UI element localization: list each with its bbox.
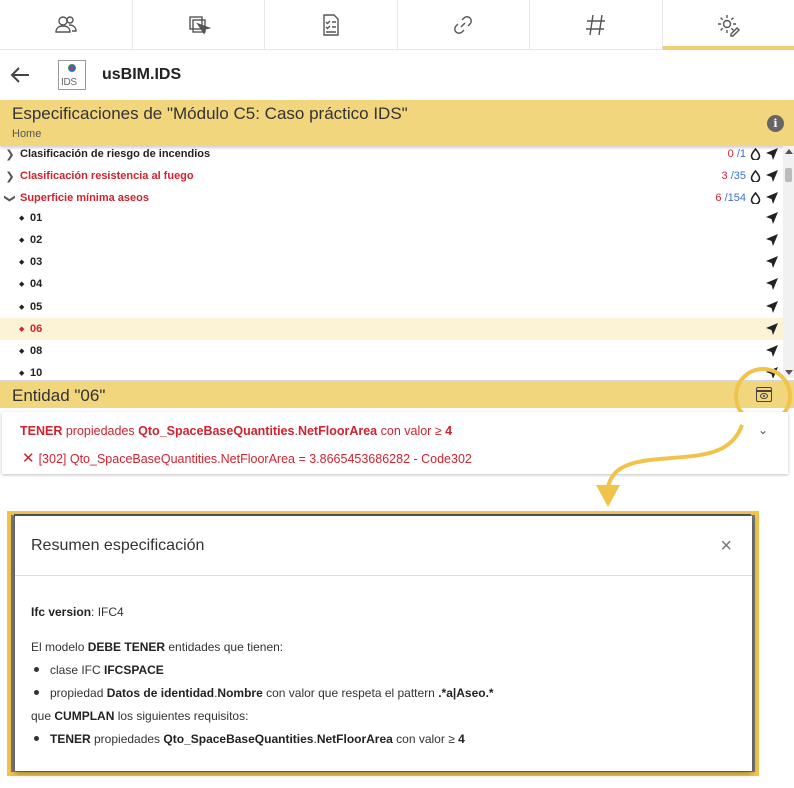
entity-label: 08 [30,345,43,357]
spec-header [0,100,794,146]
diamond-icon: ◆ [19,304,25,311]
send-icon[interactable] [765,322,779,336]
tree-entity[interactable] [0,362,783,378]
tree-entity[interactable] [0,229,783,251]
tree-category[interactable] [0,165,783,187]
diamond-icon: ◆ [19,281,25,288]
entity-label: 02 [30,234,43,246]
tree-entity[interactable] [0,340,783,362]
tree-category[interactable] [0,187,783,209]
intro-text: El modelo DEBE TENER entidades que tienen: [31,640,284,654]
tab-checklist[interactable] [265,0,398,49]
chevron-right-icon[interactable]: ❯ [5,170,15,183]
arrow-left-icon [9,64,31,86]
category-label: Clasificación resistencia al fuego [20,170,194,182]
category-label: Superficie mínima aseos [20,192,149,204]
callout-arrow [590,415,760,515]
category-counts: 0 /1 [727,148,746,160]
bullet-icon [34,736,39,741]
checklist-icon [318,12,344,38]
entity-title: Entidad "06" [12,386,106,405]
bullet-icon [34,667,39,672]
tab-model[interactable] [133,0,266,49]
app-logo [58,60,86,90]
entity-label: 10 [30,367,43,378]
diamond-icon: ◆ [19,326,25,333]
list-item: TENER propiedades Qto_SpaceBaseQuantities.NetFloorArea con valor ≥ 4 [31,732,465,746]
send-icon[interactable] [765,255,779,269]
category-counts: 6 /154 [715,192,746,204]
hash-icon [583,12,609,38]
list-item: clase IFC IFCSPACE [31,663,164,677]
scroll-thumb[interactable] [785,168,792,182]
users-icon [53,12,79,38]
tree-scrollbar[interactable] [783,146,794,378]
entity-label: 05 [30,301,43,313]
app-title: usBIM.IDS [102,66,182,83]
diamond-icon: ◆ [19,259,25,266]
tab-users[interactable] [0,0,133,49]
send-icon[interactable] [765,147,779,161]
tree-entity[interactable] [0,251,783,273]
scroll-up-icon[interactable] [785,149,793,154]
diamond-icon: ◆ [19,237,25,244]
back-button[interactable] [0,55,40,95]
send-icon[interactable] [765,344,779,358]
scroll-down-icon[interactable] [785,370,793,375]
settings-edit-icon [715,12,741,38]
close-icon[interactable]: × [720,535,732,557]
breadcrumb[interactable]: Home [12,128,42,140]
entity-header [0,380,794,408]
then-text: que CUMPLAN los siguientes requisitos: [31,709,249,723]
logo-mark-icon [68,64,76,72]
send-icon[interactable] [765,191,779,205]
water-drop-icon[interactable] [750,148,761,160]
diamond-icon: ◆ [19,348,25,355]
send-icon[interactable] [765,300,779,314]
tree-entity[interactable] [0,273,783,295]
tree-category[interactable] [0,146,783,165]
chevron-down-icon[interactable]: ⌄ [757,423,768,437]
info-icon[interactable]: i [767,115,784,132]
bullet-icon [34,690,39,695]
modal-title: Resumen especificación [31,537,205,554]
logo-text: IDS [61,77,77,88]
diamond-icon: ◆ [19,370,25,377]
modal-header [15,516,752,576]
send-icon[interactable] [765,277,779,291]
send-icon[interactable] [765,233,779,247]
spec-tree [0,146,794,378]
tree-entity[interactable] [0,207,783,229]
entity-label: 01 [30,212,43,224]
error-text: [302] Qto_SpaceBaseQuantities.NetFloorArea = 3.8665453686282 - Code302 [38,452,472,466]
send-icon[interactable] [765,169,779,183]
entity-label: 04 [30,278,43,290]
entity-label: 03 [30,256,43,268]
model-pointer-icon [185,12,211,38]
list-item: propiedad Datos de identidad.Nombre con valor que respeta el pattern .*a|Aseo.* [31,686,494,700]
tree-entity[interactable] [0,296,783,318]
chevron-right-icon[interactable]: ❯ [5,148,15,161]
tab-links[interactable] [398,0,531,49]
top-tab-bar [0,0,794,50]
entity-label: 06 [30,323,43,335]
water-drop-icon[interactable] [750,192,761,204]
tab-hash[interactable] [530,0,663,49]
page-title: Especificaciones de "Módulo C5: Caso práctico IDS" [12,104,408,123]
requirement-text[interactable]: TENER propiedades Qto_SpaceBaseQuantities.NetFloorArea con valor ≥ 4 [20,424,453,438]
send-icon[interactable] [765,211,779,225]
tree-entity-selected[interactable] [0,318,783,340]
chevron-down-icon[interactable]: ❯ [3,193,16,203]
tab-settings[interactable] [663,0,794,49]
category-label: Clasificación de riesgo de incendios [20,148,211,160]
app-header [0,52,794,98]
error-result [22,449,472,467]
category-counts: 3 /35 [721,170,746,182]
water-drop-icon[interactable] [750,170,761,182]
ifc-version: Ifc version: IFC4 [31,605,124,619]
diamond-icon: ◆ [19,215,25,222]
link-icon [450,12,476,38]
error-x-icon: ✕ [22,450,35,467]
summary-modal [15,516,752,771]
